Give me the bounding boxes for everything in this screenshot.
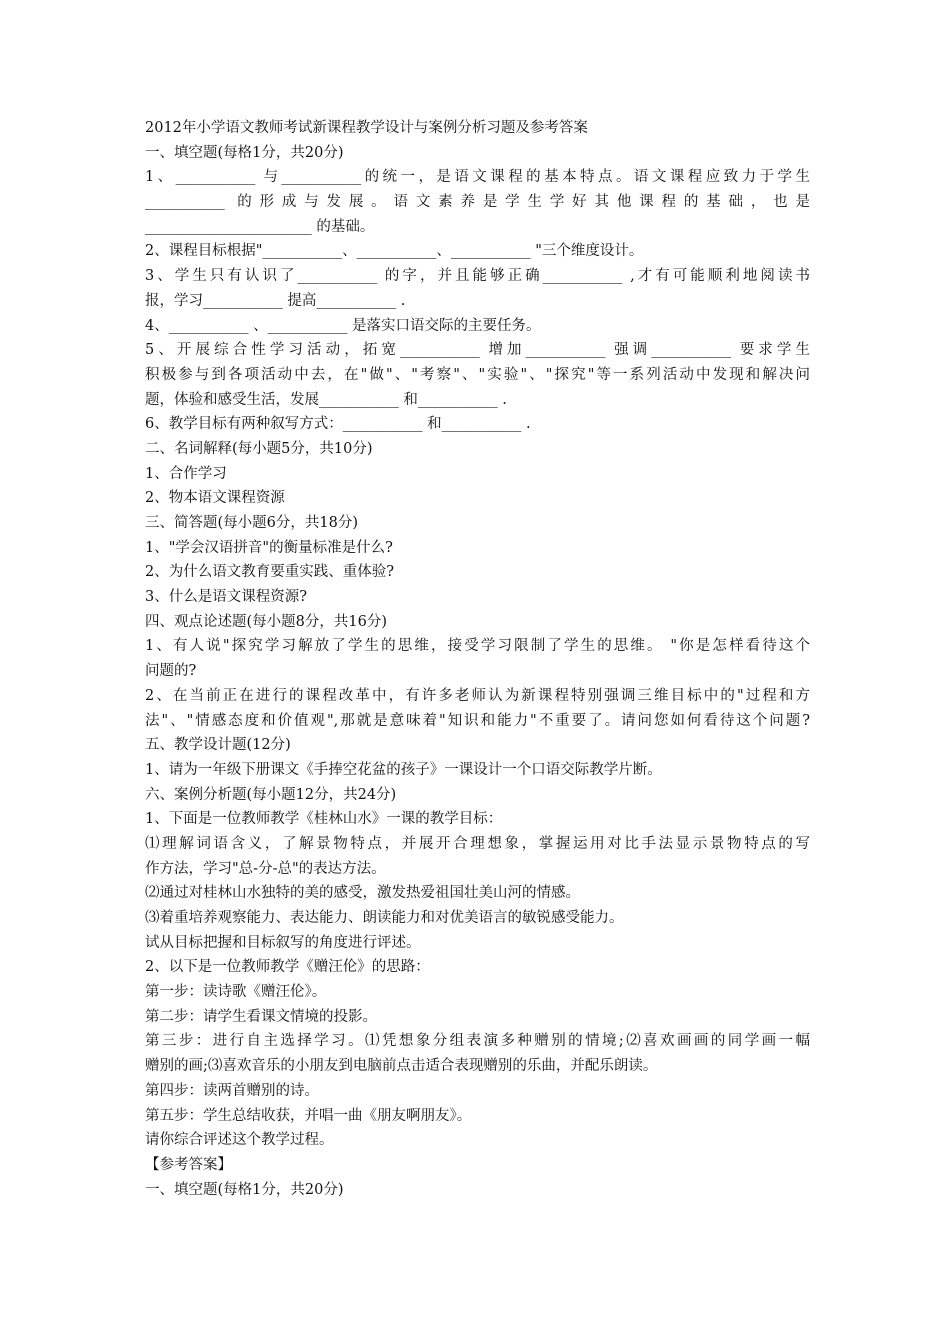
question-item: 1、下面是一位教师教学《桂林山水》一课的教学目标： (145, 811, 503, 828)
text-line: _______________________ 的基础。 (145, 218, 375, 235)
text-line: ___________ 的形成与发展。语文素养是学生学好其他课程的基础，也是 (145, 194, 810, 211)
text-line: 2、课程目标根据"___________、___________、___________ "三个维度设计。 (145, 243, 644, 260)
text-line: 6、教学目标有两种叙写方式：___________ 和___________ . (145, 416, 531, 433)
document-title: 2012年小学语文教师考试新课程教学设计与案例分析习题及参考答案 (145, 120, 588, 136)
text-line: 1、有人说"探究学习解放了学生的思维，接受学习限制了学生的思维。 "你是怎样看待这个 (145, 638, 810, 655)
question-item: 2、物本语文课程资源 (145, 490, 285, 507)
section-heading: 一、填空题(每格1分，共20分) (145, 144, 344, 161)
text-line: 问题的? (145, 663, 197, 680)
section-heading: 三、简答题(每小题6分，共18分) (145, 515, 358, 531)
question-item: 1、请为一年级下册课文《手捧空花盆的孩子》一课设计一个口语交际教学片断。 (145, 761, 662, 778)
text-line: 作方法，学习"总-分-总"的表达方法。 (145, 860, 386, 877)
text-line: 积极参与到各项活动中去，在"做"、"考察"、"实验"、"探究"等一系列活动中发现和解决问 (145, 366, 810, 383)
text-line: 请你综合评述这个教学过程。 (145, 1132, 334, 1149)
text-line: 题，体验和感受生活，发展___________ 和___________ . (145, 391, 507, 408)
text-line: 3、学生只有认识了___________ 的字，并且能够正确___________ ,才有可能顺利地阅读书 (145, 268, 810, 285)
step-item: 第三步：进行自主选择学习。⑴凭想象分组表演多种赠别的情境;⑵喜欢画画的同学画一幅 (145, 1033, 810, 1050)
section-heading: 二、名词解释(每小题5分，共10分) (145, 440, 373, 457)
text-line: ⑴理解词语含义，了解景物特点，并展开合理想象，掌握运用对比手法显示景物特点的写 (145, 835, 810, 852)
section-heading: 一、填空题(每格1分，共20分) (145, 1181, 344, 1198)
question-item: 2、以下是一位教师教学《赠汪伦》的思路： (145, 959, 430, 976)
question-item: 2、为什么语文教育要重实践、重体验? (145, 564, 394, 581)
document-page (145, 116, 810, 1202)
text-line: 2、在当前正在进行的课程改革中，有许多老师认为新课程特别强调三维目标中的"过程和方 (145, 687, 810, 704)
step-item: 第一步：读诗歌《赠汪伦》。 (145, 984, 327, 1001)
text-line: ⑵通过对桂林山水独特的美的感受，激发热爱祖国壮美山河的情感。 (145, 885, 580, 902)
text-line: ⑶着重培养观察能力、表达能力、朗读能力和对优美语言的敏锐感受能力。 (145, 910, 624, 926)
text-line: 1、___________ 与___________的统一，是语文课程的基本特点。语文课程应致力于学生 (145, 169, 810, 186)
step-item: 第二步：请学生看课文情境的投影。 (145, 1008, 377, 1025)
question-item: 3、什么是语文课程资源? (145, 589, 307, 606)
text-line: 4、___________ 、___________ 是落实口语交际的主要任务。 (145, 317, 541, 334)
section-heading: 四、观点论述题(每小题8分，共16分) (145, 613, 387, 630)
answer-heading: 【参考答案】 (145, 1156, 232, 1173)
text-line: 试从目标把握和目标叙写的角度进行评述。 (145, 934, 421, 951)
text-line: 赠别的画;⑶喜欢音乐的小朋友到电脑前点击适合表现赠别的乐曲，并配乐朗读。 (145, 1058, 658, 1075)
text-line: 法"、"情感态度和价值观",那就是意味着"知识和能力"不重要了。请问您如何看待这个问题? (145, 712, 810, 729)
question-item: 1、"学会汉语拼音"的衡量标准是什么? (145, 539, 393, 556)
step-item: 第五步：学生总结收获，并唱一曲《朋友啊朋友》。 (145, 1107, 472, 1124)
section-heading: 六、案例分析题(每小题12分，共24分) (145, 786, 397, 803)
section-heading: 五、教学设计题(12分) (145, 737, 291, 754)
question-item: 1、合作学习 (145, 465, 227, 482)
text-line: 5、开展综合性学习活动，拓宽___________ 增加___________ 强调___________ 要求学生 (145, 342, 810, 359)
text-line: 报，学习___________ 提高___________ . (145, 292, 406, 309)
step-item: 第四步：读两首赠别的诗。 (145, 1082, 319, 1099)
